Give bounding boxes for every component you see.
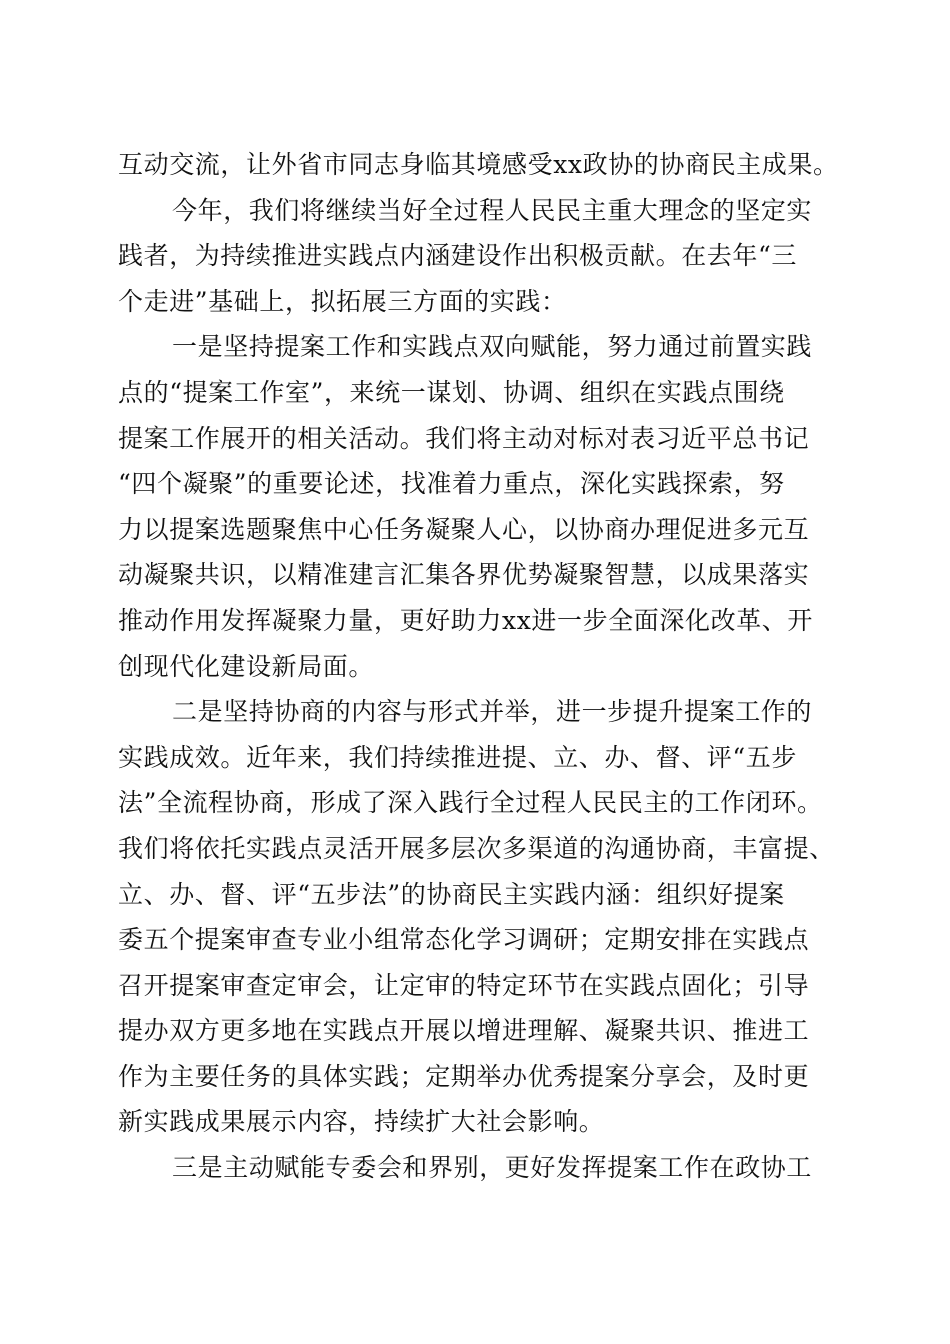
- text-line: 召开提案审查定审会，让定审的特定环节在实践点固化；引导: [118, 970, 810, 1000]
- text-line: 提办双方更多地在实践点开展以增进理解、凝聚共识、推进工: [118, 1016, 810, 1046]
- text-line: 新实践成果展示内容，持续扩大社会影响。: [118, 1107, 605, 1137]
- text-line: 点的“提案工作室”，来统一谋划、协调、组织在实践点围绕: [118, 377, 785, 407]
- text-line: 委五个提案审查专业小组常态化学习调研；定期安排在实践点: [118, 925, 810, 955]
- paragraph-first-line: 二是坚持协商的内容与形式并举，进一步提升提案工作的: [172, 697, 813, 727]
- paragraph-first-line: 一是坚持提案工作和实践点双向赋能，努力通过前置实践: [172, 332, 813, 362]
- paragraph-first-line: 今年，我们将继续当好全过程人民民主重大理念的坚定实: [172, 195, 813, 225]
- paragraph-first-line: 三是主动赋能专委会和界别，更好发挥提案工作在政协工: [172, 1153, 813, 1183]
- text-line: 力以提案选题聚焦中心任务凝聚人心，以协商办理促进多元互: [118, 514, 810, 544]
- text-line: 法”全流程协商，形成了深入践行全过程人民民主的工作闭环。: [118, 788, 823, 818]
- text-line: 动凝聚共识，以精准建言汇集各界优势凝聚智慧，以成果落实: [118, 560, 810, 590]
- text-line: 立、办、督、评“五步法”的协商民主实践内涵：组织好提案: [118, 879, 785, 909]
- text-line: 实践成效。近年来，我们持续推进提、立、办、督、评“五步: [118, 742, 797, 772]
- text-line: 作为主要任务的具体实践；定期举办优秀提案分享会，及时更: [118, 1061, 810, 1091]
- body-text: [118, 142, 838, 1191]
- text-line: “四个凝聚”的重要论述，找准着力重点，深化实践探索，努: [118, 469, 785, 499]
- text-line: 提案工作展开的相关活动。我们将主动对标对表习近平总书记: [118, 423, 810, 453]
- text-line: 践者，为持续推进实践点内涵建设作出积极贡献。在去年“三: [118, 241, 797, 271]
- text-line: 个走进”基础上，拟拓展三方面的实践：: [118, 286, 567, 316]
- text-line: 我们将依托实践点灵活开展多层次多渠道的沟通协商，丰富提、: [118, 833, 835, 863]
- text-line: 创现代化建设新局面。: [118, 651, 375, 681]
- text-line: 推动作用发挥凝聚力量，更好助力xx进一步全面深化改革、开: [118, 605, 814, 635]
- text-line: 互动交流，让外省市同志身临其境感受xx政协的协商民主成果。: [118, 150, 839, 179]
